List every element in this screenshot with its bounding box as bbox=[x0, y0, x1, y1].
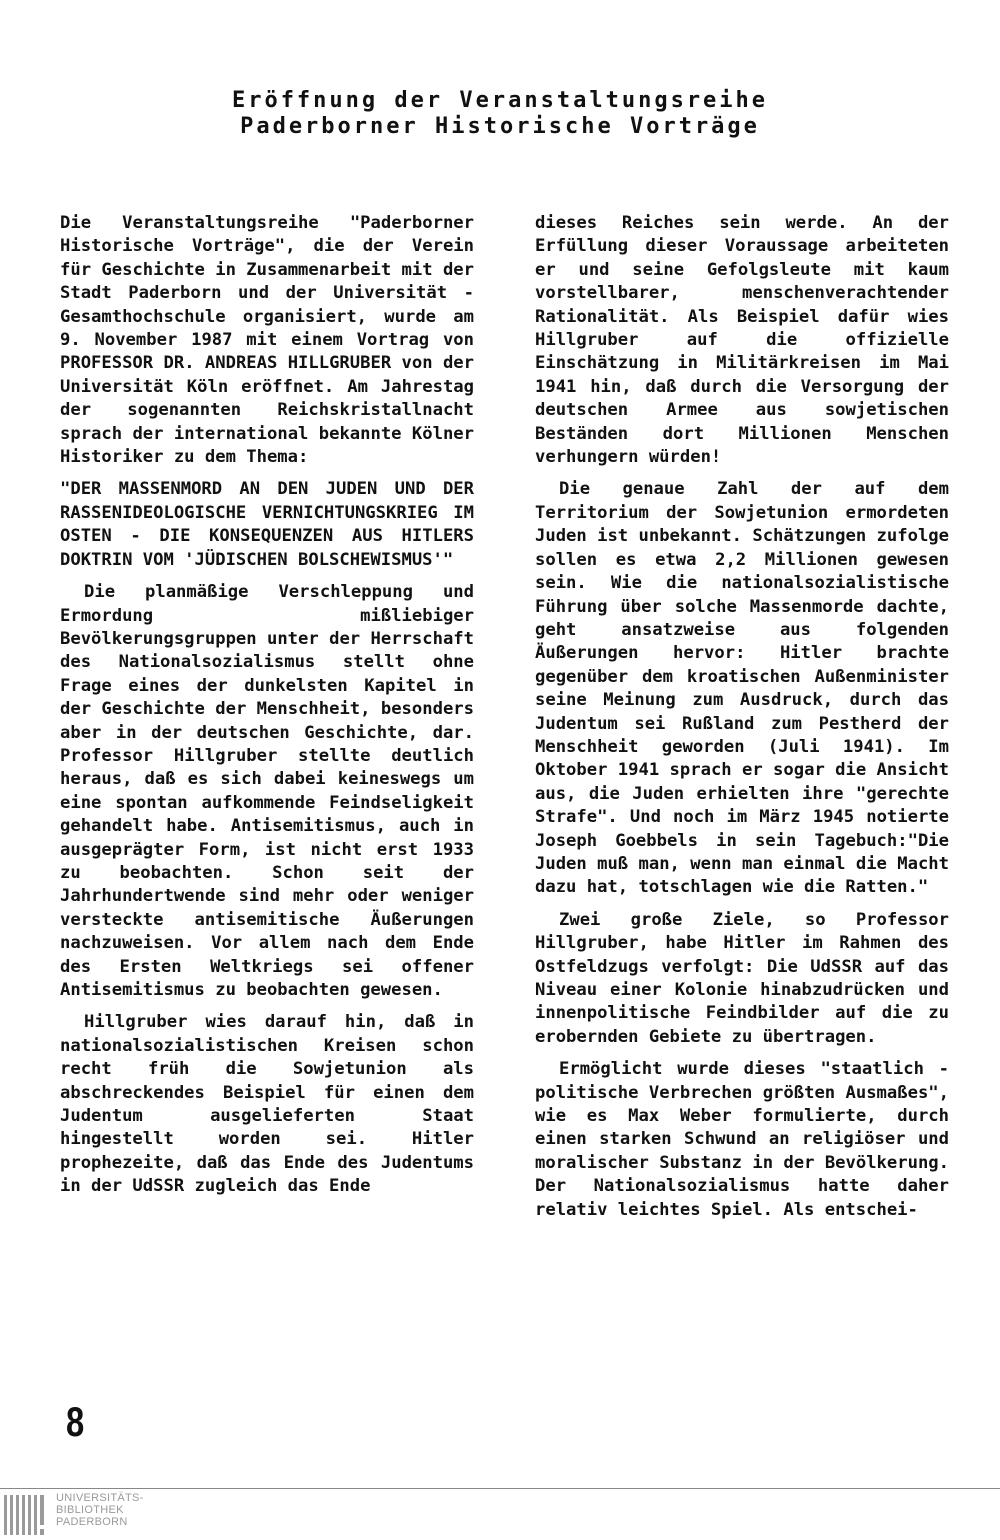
left-column bbox=[60, 212, 474, 1208]
page-number: 8 bbox=[66, 1398, 85, 1445]
library-name-line-3: PADERBORN bbox=[56, 1516, 128, 1528]
paragraph-body: Zwei große Ziele, so Professor Hillgruber, habe Hitler im Rahmen des Ostfeldzugs verfolgt: Die UdSSR auf das Niveau einer Kolonie hinabzudrücken und innenpolitische Feindbilder auf die zu erobernden Gebiete zu übertragen. bbox=[535, 909, 949, 1047]
right-column bbox=[535, 212, 949, 1231]
page-title bbox=[0, 88, 1000, 140]
paragraph-body: dieses Reiches sein werde. An der Erfüllung dieser Voraussage arbeiteten er und seine Gefolgsleute mit kaum vorstellbarer, menschenverachtender Rationalität. Als Beispiel dafür wies Hillgruber auf die offizielle Einschätzung in Militärkreisen im Mai 1941 hin, daß durch die Versorgung der deutschen Armee aus sowjetischen Beständen dort Millionen Menschen verhungern würden! bbox=[535, 213, 949, 468]
paragraph-body: Ermöglicht wurde dieses "staatlich - politische Verbrechen größten Ausmaßes", wie es Max Weber formulierte, durch einen starken Schwund an religiöser und moralischer Substanz in der Bevölkerung. Der Nationalsozialismus hatte daher relativ leichtes Spiel. Als entschei- bbox=[535, 1059, 949, 1220]
library-name-line-1: UNIVERSITÄTS- bbox=[56, 1492, 144, 1504]
title-line-2: Paderborner Historische Vorträge bbox=[240, 114, 760, 139]
paragraph-body: Die planmäßige Verschleppung und Ermordung mißliebiger Bevölkerungsgruppen unter der Herrschaft des Nationalsozialismus stellt ohne Frage eines der dunkelsten Kapitel in der Geschichte der Menschheit, besonders aber in der deutschen Geschichte, dar. Professor Hillgruber stellte deutlich heraus, daß es sich dabei keineswegs um eine spontan aufkommende Feindseligkeit gehandelt habe. Antisemitismus, auch in ausgeprägter Form, ist nicht erst 1933 zu beobachten. Schon seit der Jahrhundertwende sind mehr oder weniger versteckte antisemitische Äußerungen nachzuweisen. Vor allem nach dem Ende des Ersten Weltkriegs sei offener Antisemitismus zu beobachten gewesen. bbox=[60, 582, 474, 1000]
library-name bbox=[56, 1492, 144, 1528]
library-name-line-2: BIBLIOTHEK bbox=[56, 1504, 124, 1516]
paragraph-intro: Die Veranstaltungsreihe "Paderborner Historische Vorträge", die der Verein für Geschichte in Zusammenarbeit mit der Stadt Paderborn und der Universität - Gesamthochschule organisiert, wurde am 9. November 1987 mit einem Vortrag von PROFESSOR DR. ANDREAS HILLGRUBER von der Universität Köln eröffnet. Am Jahrestag der sogenannten Reichskristallnacht sprach der international bekannte Kölner Historiker zu dem Thema: bbox=[60, 213, 474, 468]
library-barcode-icon bbox=[4, 1493, 52, 1537]
paragraph-lecture-topic: "DER MASSENMORD AN DEN JUDEN UND DER RASSENIDEOLOGISCHE VERNICHTUNGSKRIEG IM OSTEN - DIE KONSEQUENZEN AUS HITLERS DOKTRIN VOM 'JÜDISCHEN BOLSCHEWISMUS'" bbox=[60, 479, 474, 570]
title-line-1: Eröffnung der Veranstaltungsreihe bbox=[231, 88, 769, 113]
paragraph-body: Hillgruber wies darauf hin, daß in nationalsozialistischen Kreisen schon recht früh die Sowjetunion als abschreckendes Beispiel für einen dem Judentum ausgelieferten Staat hingestellt worden sei. Hitler prophezeite, daß das Ende des Judentums in der UdSSR zugleich das Ende bbox=[60, 1012, 474, 1197]
paragraph-body: Die genaue Zahl der auf dem Territorium der Sowjetunion ermordeten Juden ist unbekannt. Schätzungen zufolge sollen es etwa 2,2 Millionen gewesen sein. Wie die nationalsozialistische Führung über solche Massenmorde dachte, geht ansatzweise aus folgenden Äußerungen hervor: Hitler brachte gegenüber dem kroatischen Außenminister seine Meinung zum Ausdruck, durch das Judentum sei Rußland zum Pestherd der Menschheit geworden (Juli 1941). Im Oktober 1941 sprach er sogar die Ansicht aus, die Juden erhielten ihre "gerechte Strafe". Und noch im März 1945 notierte Joseph Goebbels in sein Tagebuch:"Die Juden muß man, wenn man einmal die Macht dazu hat, totschlagen wie die Ratten." bbox=[535, 479, 949, 898]
library-footer bbox=[0, 1489, 1000, 1540]
